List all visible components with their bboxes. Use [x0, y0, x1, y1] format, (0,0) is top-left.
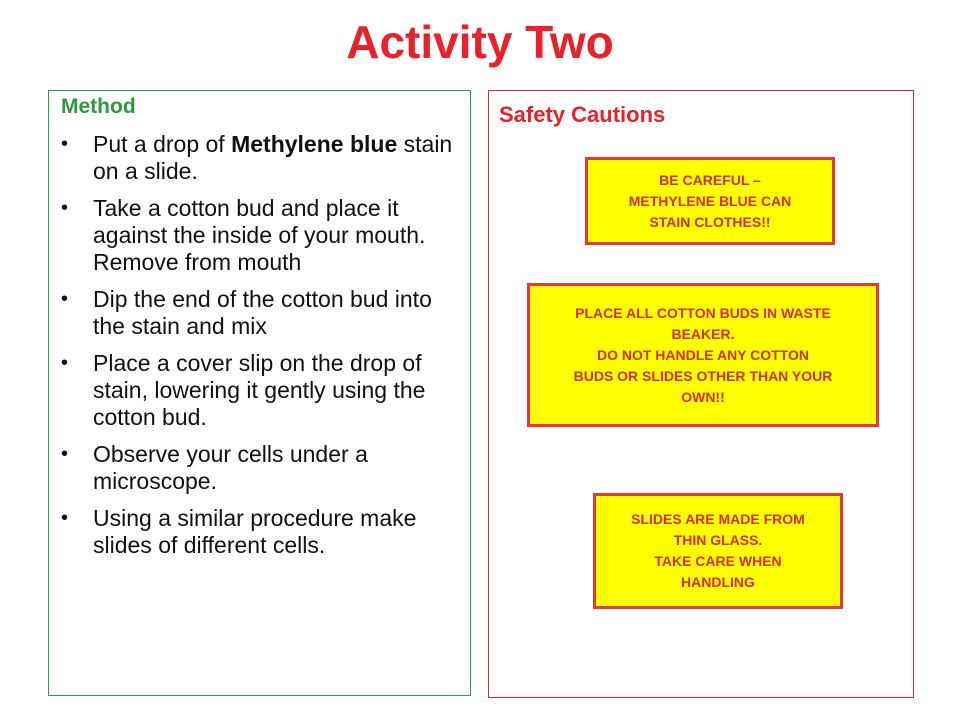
caution-box-waste [527, 283, 879, 427]
bullet-icon: • [61, 133, 69, 155]
caution-box-stain [585, 157, 835, 245]
caution-line: BUDS OR SLIDES OTHER THAN YOUR [573, 367, 833, 384]
caution-line: STAIN CLOTHES!! [649, 213, 771, 230]
method-step-6 [59, 505, 459, 559]
step-text: Place a cover slip on the drop of stain, lowering it gently using the cotton bud. [93, 350, 426, 430]
method-step-1 [59, 131, 459, 185]
method-steps-list [59, 131, 459, 569]
step-text-end: stain on a slide. [93, 131, 453, 184]
caution-line: HANDLING [681, 574, 755, 590]
method-step-3 [59, 286, 459, 340]
caution-line: BEAKER. [671, 325, 735, 342]
safety-heading: Safety Cautions [499, 102, 666, 127]
step-bold-term: Methylene blue [231, 131, 398, 157]
caution-line: BE CAREFUL – [659, 171, 761, 188]
bullet-icon: • [61, 197, 69, 219]
caution-box-glass [593, 493, 843, 609]
step-text: Take a cotton bud and place it against the inside of your mouth. Remove from mouth [93, 195, 426, 275]
safety-panel [488, 90, 914, 698]
caution-line: THIN GLASS. [673, 532, 763, 548]
method-step-2 [59, 195, 459, 276]
bullet-icon: • [61, 352, 69, 374]
step-text: Dip the end of the cotton bud into the stain and mix [93, 286, 432, 339]
caution-line: OWN!! [681, 388, 725, 405]
step-text: Observe your cells under a microscope. [93, 441, 368, 494]
caution-line: SLIDES ARE MADE FROM [631, 511, 805, 527]
caution-line: DO NOT HANDLE ANY COTTON [596, 346, 810, 363]
method-panel [48, 90, 471, 696]
step-text: Put a drop of [93, 131, 232, 157]
step-text: Using a similar procedure make slides of different cells. [93, 505, 417, 558]
caution-line: PLACE ALL COTTON BUDS IN WASTE [575, 304, 831, 321]
method-step-4 [59, 350, 459, 431]
bullet-icon: • [61, 507, 69, 529]
method-step-5 [59, 441, 459, 495]
caution-line: TAKE CARE WHEN [654, 553, 782, 569]
method-heading: Method [61, 95, 136, 118]
caution-line: METHYLENE BLUE CAN [628, 192, 792, 209]
bullet-icon: • [61, 443, 69, 465]
page-title: Activity Two [346, 16, 614, 68]
bullet-icon: • [61, 288, 69, 310]
